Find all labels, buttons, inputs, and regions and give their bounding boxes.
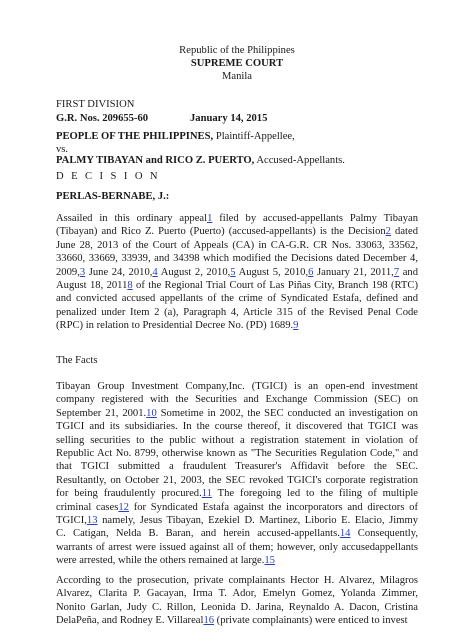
footnote-link[interactable]: 9 [293,320,299,332]
text-run: TGICI, [56,514,87,526]
text-run: (RPC) in relation to Presidential Decree No. (PD) 1689. [56,320,294,332]
paragraph-line [56,319,418,332]
text-run: August 18, 2011 [56,279,128,291]
decision-heading: D E C I S I O N [56,171,160,182]
text-run: Resultantly, on October 21, 2003, the SEC revoked TGICI's corporate registration [56,474,418,486]
paragraph-line [56,434,418,447]
paragraph-line [56,601,418,614]
court-city: Manila [221,71,252,82]
paragraph-line [56,574,418,587]
text-run: January 21, 2011, [313,266,394,278]
paragraph-line [56,279,418,292]
text-run: dated [390,226,418,238]
paragraph-line [56,380,418,393]
footnote-link[interactable]: 16 [203,615,215,627]
paragraph-2 [56,380,418,567]
text-run: of the Regional Trial Court of Las Piñas City, Branch 198 (RTC) [132,279,418,291]
gr-number: G.R. Nos. 209655-60 [56,113,149,124]
decision-date: January 14, 2015 [190,113,268,124]
text-run: DelaPeña, and Rodney E. Villareal [56,615,204,627]
text-run: (private complainants) were enticed to invest [214,615,408,627]
text-run: September 21, 2001. [56,407,147,419]
paragraph-line [56,514,418,527]
text-run: selling securities to the public without a registration statement in violation of [56,434,418,446]
text-run: Tibayan Group Investment Company,Inc. (TGICI) is an open-end investment [56,381,418,392]
text-run: Republic Act No. 8799, otherwise known as "The Securities Regulation Code," and [56,447,418,459]
text-run: Assailed in this ordinary appeal [56,213,208,224]
footnote-link[interactable]: 14 [339,528,351,540]
text-run: Consequently, [350,528,418,540]
footnote-link[interactable]: 13 [86,514,98,526]
paragraph-line [56,587,418,600]
text-run: The foregoing led to the filing of multiple [211,488,418,500]
paragraph-line [56,306,418,319]
text-run: warrants of arrest were issued against all of them; however, only accusedappellants [56,541,418,553]
text-run: According to the prosecution, private complainants Hector H. Alvarez, Milagros [56,575,418,586]
text-run: TGICI and its subsidiaries. In the course thereof, it discovered that TGICI was [56,421,418,433]
text-run: and [399,266,418,278]
paragraph-1 [56,212,418,333]
paragraph-line [56,239,418,252]
paragraph-line [56,393,418,406]
republic-line: Republic of the Philippines [179,45,295,56]
paragraph-3 [56,574,418,628]
footnote-link[interactable]: 4 [152,266,158,278]
party-appellee: PEOPLE OF THE PHILIPPINES, Plaintiff-Appellee, [56,131,295,142]
footnote-link[interactable]: 7 [393,266,400,278]
paragraph-line [56,487,418,500]
paragraph-line [56,420,418,433]
text-run: for Syndicated Estafa against the incorporators and directors of [128,501,418,513]
ponente: PERLAS-BERNABE, J.: [56,191,170,202]
text-run: June 24, 2010, [85,266,153,278]
text-run: for being fraudulently procured. [56,488,202,500]
paragraph-line [56,460,418,473]
paragraph-line [56,212,418,225]
paragraph-line [56,554,418,567]
text-run: company registered with the Securities and Exchange Commission (SEC) on [56,394,418,406]
paragraph-line [56,225,418,238]
paragraph-line [56,501,418,514]
text-run: (Tibayan) and Rico Z. Puerto (Puerto) (accused-appellants) is the Decision [56,226,386,238]
text-run: and convicted accused appellants of the crime of Syndicated Estafa, defined and [56,293,418,305]
paragraph-line [56,407,418,420]
text-run: namely, Jesus Tibayan, Ezekiel D. Martinez, Liborio E. Elacio, Jimmy [97,514,418,526]
footnote-link[interactable]: 1 [207,213,213,224]
party-appellants: PALMY TIBAYAN and RICO Z. PUERTO, Accused-Appellants. [56,155,345,166]
footnote-link[interactable]: 3 [79,266,86,278]
paragraph-line [56,474,418,487]
paragraph-line [56,266,418,279]
footnote-link[interactable]: 5 [230,266,236,278]
text-run: Alvarez, Clarita P. Gacayan, Irma T. Ador, Emelyn Gomez, Yolanda Zimmer, [56,588,418,600]
footnote-link[interactable]: 8 [127,279,133,291]
paragraph-line [56,614,418,627]
paragraph-line [56,292,418,305]
text-run: August 2, 2010, [157,266,231,278]
footnote-link[interactable]: 6 [308,266,314,278]
footnote-link[interactable]: 2 [385,226,391,238]
paragraph-line [56,527,418,540]
footnote-link[interactable]: 12 [118,501,129,513]
text-run: filed by accused-appellants Palmy Tibayan [212,213,418,224]
text-run: were arrested, while the others remained at large. [56,555,265,567]
text-run: that TGICI submitted a fraudulent Treasurer's Affidavit before the SEC. [56,461,418,473]
facts-heading: The Facts [56,355,98,366]
text-run: penalized under Item 2 (a), Paragraph 4, Article 315 of the Revised Penal Code [56,306,418,318]
paragraph-line [56,447,418,460]
paragraph-line [56,541,418,554]
paragraph-line [56,252,418,265]
text-run: C. Catigan, Nelda B. Baran, and herein accused-appellants. [56,528,340,540]
text-run: Sometime in 2002, the SEC conducted an investigation on [156,407,418,419]
text-run: 2009, [56,266,80,278]
footnote-link[interactable]: 15 [264,555,275,567]
division-label: FIRST DIVISION [56,99,135,110]
court-name: SUPREME COURT [190,58,284,69]
text-run: June 28, 2013 of the Court of Appeals (CA) in CA-G.R. CR Nos. 33063, 33562, [56,239,418,251]
text-run: Nonito Garlan, Judy C. Rillon, Leonida D. Jarina, Reynaldo A. Dacon, Cristina [56,601,418,613]
footnote-link[interactable]: 11 [201,488,212,500]
footnote-link[interactable]: 10 [146,407,157,419]
text-run: criminal cases [56,501,119,513]
versus: vs. [56,144,69,155]
text-run: 33660, 33669, 33939, and 34398 which modified the Decisions dated December 4, [56,253,418,265]
text-run: August 5, 2010, [235,266,309,278]
